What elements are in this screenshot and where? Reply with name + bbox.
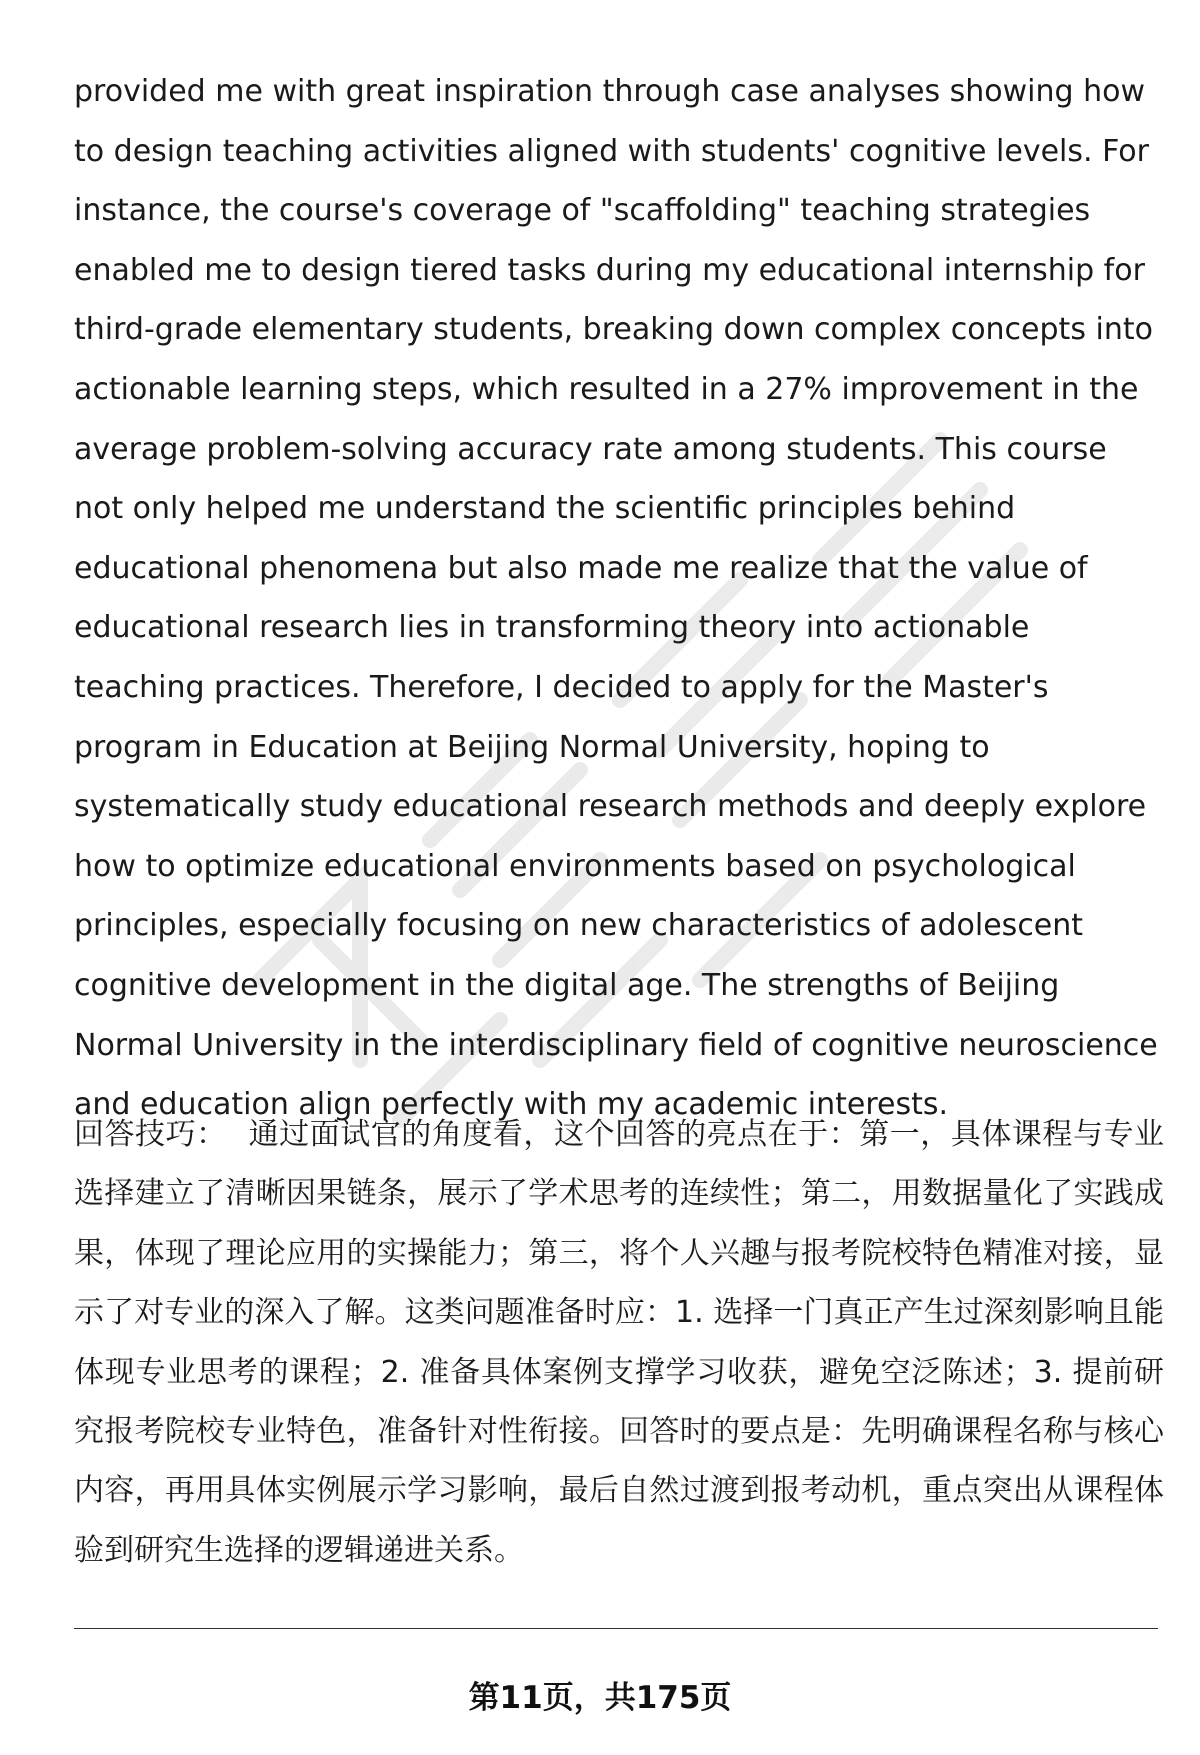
answer-tips-text: 通过面试官的角度看，这个回答的亮点在于：第一，具体课程与专业选择建立了清晰因果链条，展示了学术思考的连续性；第二，用数据量化了实践成果，体现了理论应用的实操能力；第三，将个人兴趣与报考院校特色精准对接，显示了对专业的深入了解。这类问题准备时应：1. 选择一门真正产生过深刻影响且能体现专业思考的课程；2. 准备具体案例支撑学习收获，避免空泛陈述；3. 提前研究报考院校专业特色，准备针对性衔接。回答时的要点是：先明确课程名称与核心内容，再用具体实例展示学习影响，最后自然过渡到报考动机，重点突出从课程体验到研究生选择的逻辑递进关系。 — [74, 1117, 1165, 1568]
answer-tips-paragraph — [74, 1105, 1164, 1580]
page-number: 第11页，共175页 — [468, 1680, 732, 1716]
english-answer-paragraph: provided me with great inspiration through case analyses showing how to design teaching activities aligned with students' cognitive levels. For instance, the course's coverage of "scaffolding" teaching strategies enabled me to design tiered tasks during my educational internship for third-grade elementary students, breaking down complex concepts into actionable learning steps, which resulted in a 27% improvement in the average problem-solving accuracy rate among students. This course not only helped me understand the scientific principles behind educational phenomena but also made me realize that the value of educational research lies in transforming theory into actionable teaching practices. Therefore, I decided to apply for the Master's program in Education at Beijing Normal University, hoping to systematically study educational research methods and deeply explore how to optimize educational environments based on psychological principles, especially focusing on new characteristics of adolescent cognitive development in the digital age. The strengths of Beijing Normal University in the interdisciplinary field of cognitive neuroscience and education align perfectly with my academic interests. — [74, 74, 1158, 1123]
footer-divider — [74, 1628, 1158, 1629]
answer-tips-label: 回答技巧： — [74, 1117, 227, 1152]
